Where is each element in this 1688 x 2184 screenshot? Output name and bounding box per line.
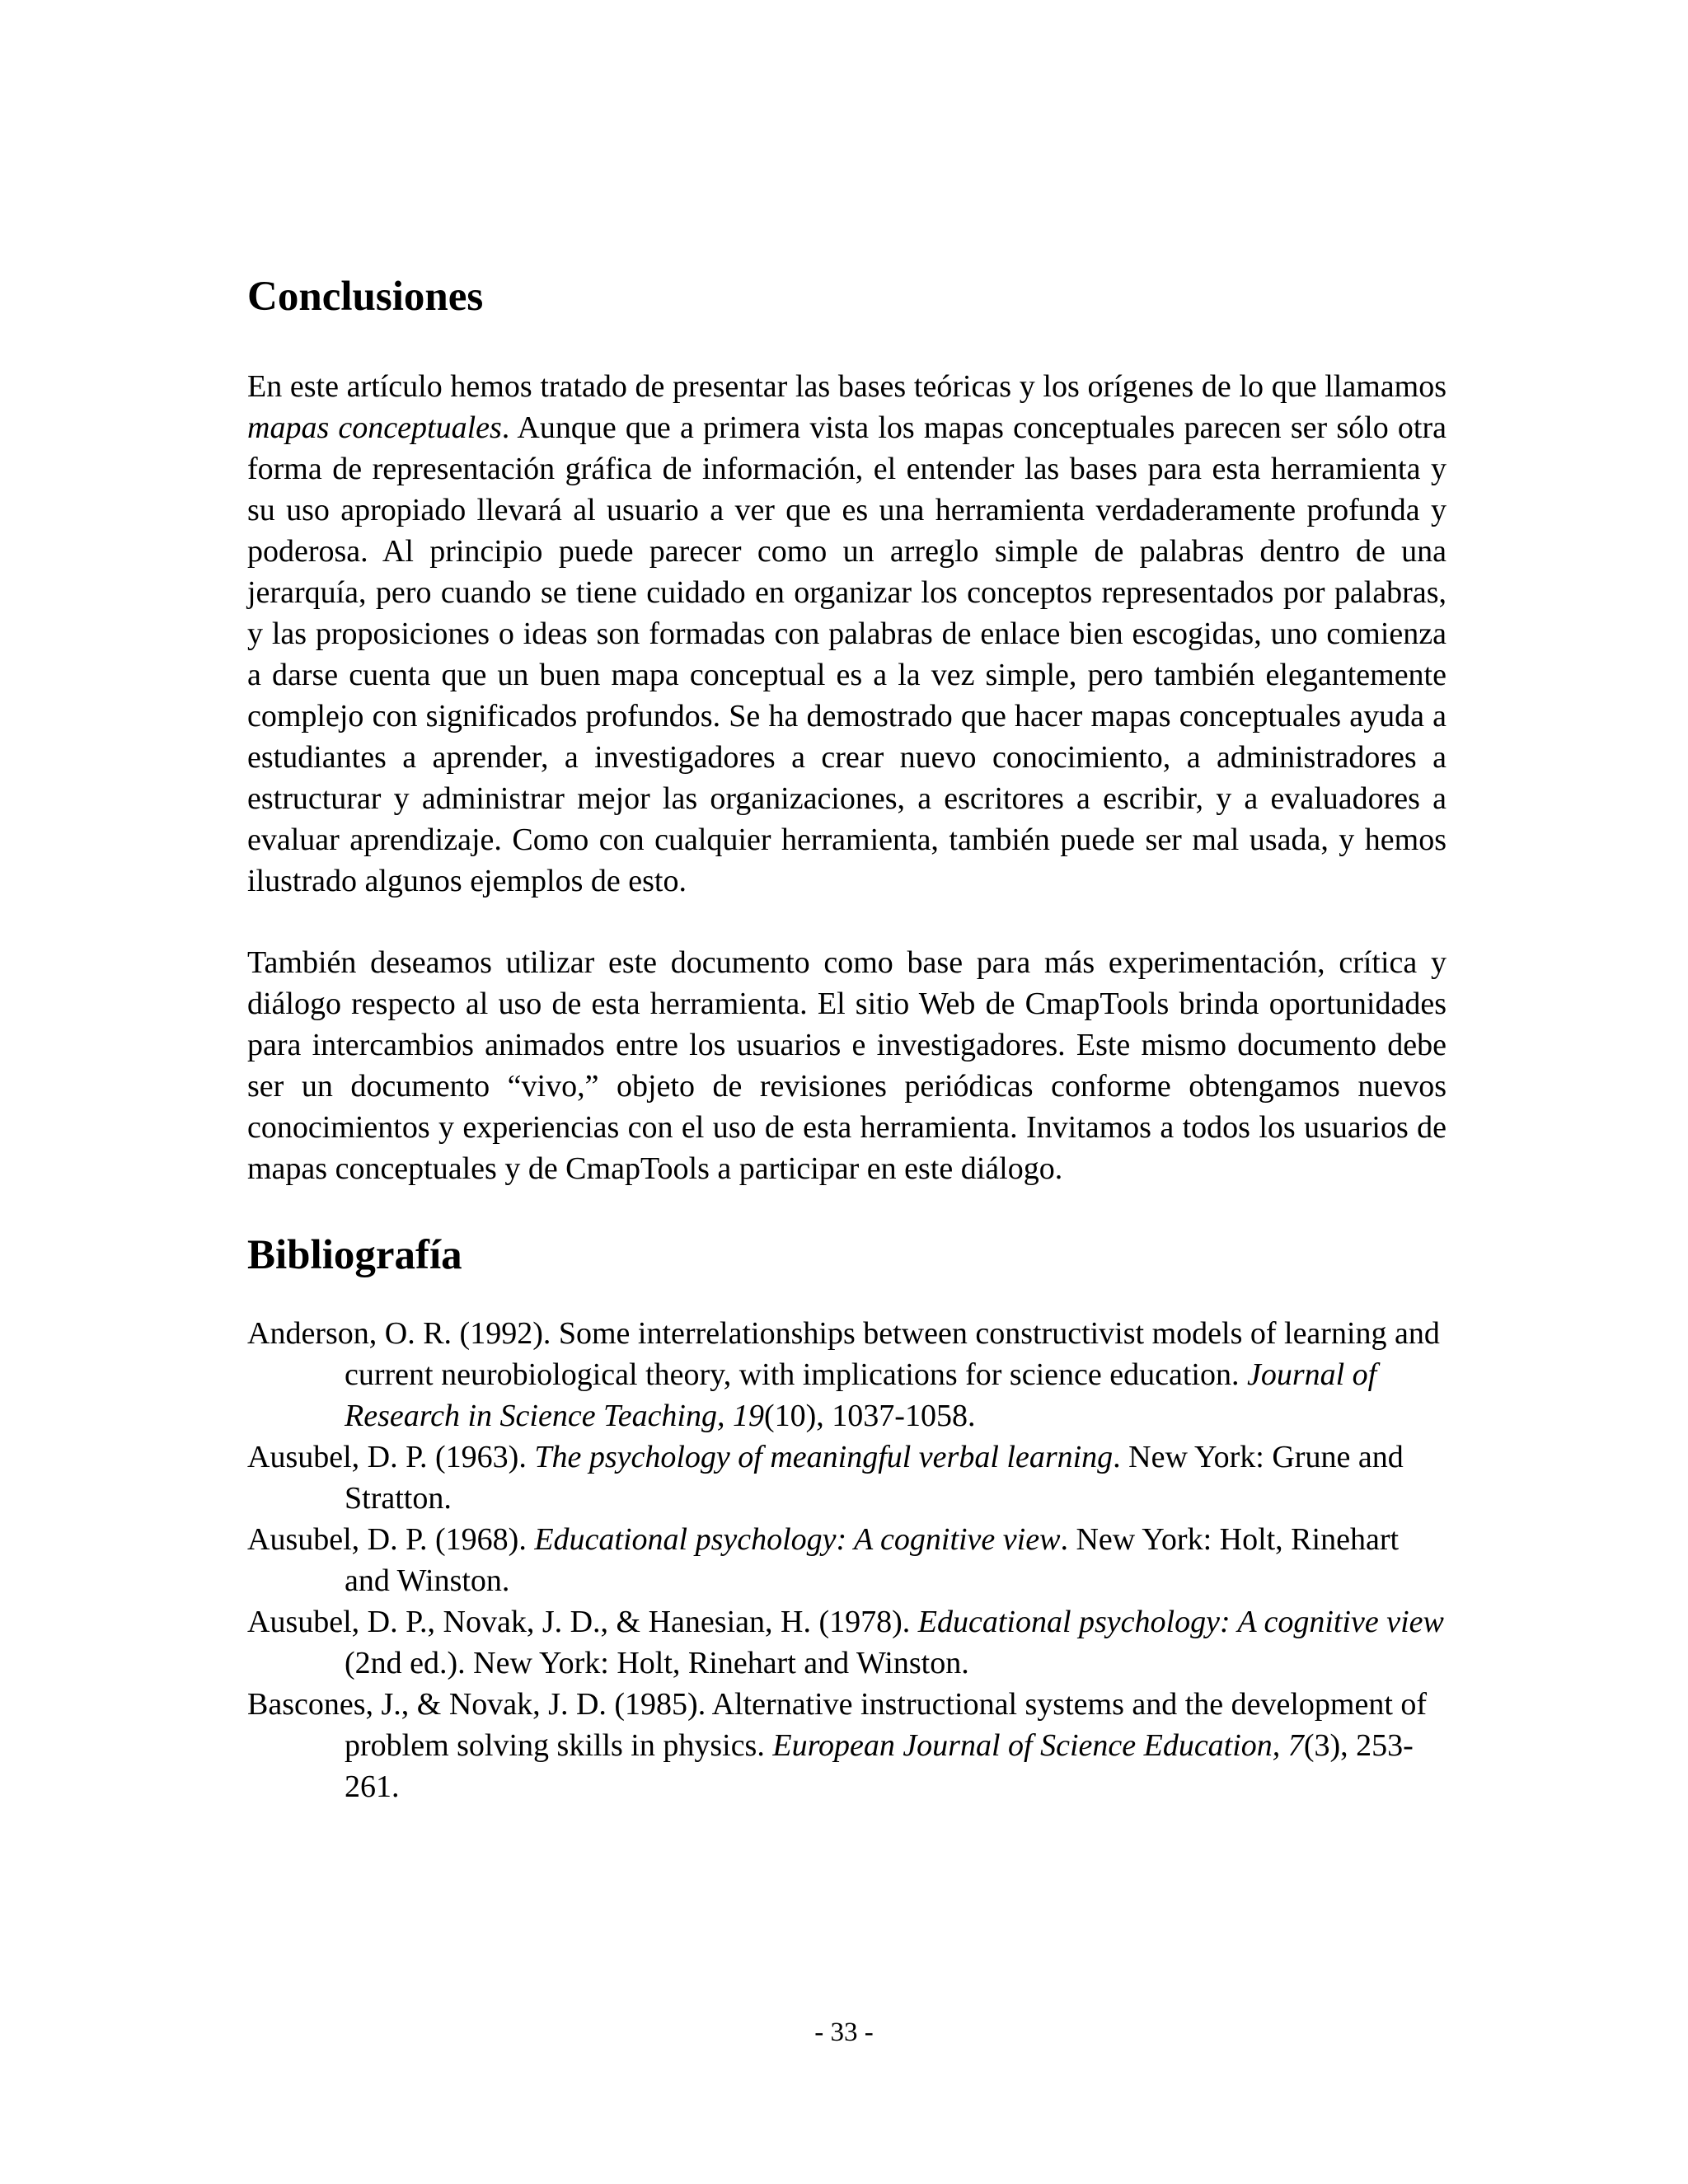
reference-italic-title: Educational psychology: A cognitive view <box>917 1605 1444 1639</box>
page-body <box>247 272 1447 1807</box>
reference-text: (10), 1037-1058. <box>764 1399 976 1433</box>
reference-item <box>247 1601 1447 1684</box>
reference-list <box>247 1313 1447 1807</box>
reference-text: . New York: Grune and Stratton. <box>345 1440 1404 1516</box>
reference-item <box>247 1313 1447 1436</box>
reference-italic-title: Journal of Research in Science Teaching, 19 <box>345 1357 1377 1433</box>
reference-italic-title: Educational psychology: A cognitive view <box>534 1522 1061 1557</box>
reference-text: (3), 253-261. <box>345 1728 1414 1804</box>
reference-item <box>247 1519 1447 1601</box>
reference-item <box>247 1436 1447 1519</box>
paragraph-1-text-end: . Aunque que a primera vista los mapas conceptuales parecen ser sólo otra forma de representación gráfica de información, el entender las bases para esta herramienta y su uso apropiado llevará al usuario a ver que es una herramienta verdaderamente profunda y poderosa. Al principio puede parecer como un arreglo simple de palabras dentro de una jerarquía, pero cuando se tiene cuidado en organizar los conceptos representados por palabras, y las proposiciones o ideas son formadas con palabras de enlace bien escogidas, uno comienza a darse cuenta que un buen mapa conceptual es a la vez simple, pero también elegantemente complejo con significados profundos. Se ha demostrado que hacer mapas conceptuales ayuda a estudiantes a aprender, a investigadores a crear nuevo conocimiento, a administradores a estructurar y administrar mejor las organizaciones, a escritores a escribir, y a evaluadores a evaluar aprendizaje. Como con cualquier herramienta, también puede ser mal usada, y hemos ilustrado algunos ejemplos de esto. <box>247 410 1447 898</box>
reference-item <box>247 1684 1447 1807</box>
reference-text: Ausubel, D. P. (1963). <box>247 1440 535 1474</box>
reference-text: (2nd ed.). New York: Holt, Rinehart and Winston. <box>345 1646 969 1680</box>
paragraph-1-italic-term: mapas conceptuales <box>247 410 502 445</box>
reference-italic-title: The psychology of meaningful verbal learning <box>534 1440 1114 1474</box>
page-number: - 33 - <box>814 2018 874 2047</box>
conclusiones-heading: Conclusiones <box>247 274 484 320</box>
paragraph-1-text-start: En este artículo hemos tratado de presentar las bases teóricas y los orígenes de lo que llamamos <box>247 369 1447 404</box>
reference-text: Anderson, O. R. (1992). Some interrelationships between constructivist models of learning and current neurobiological theory, with implications for science education. <box>247 1316 1440 1392</box>
reference-italic-title: European Journal of Science Education, 7 <box>772 1728 1304 1763</box>
reference-text: . New York: Holt, Rinehart and Winston. <box>345 1522 1400 1598</box>
bibliografia-heading: Bibliografía <box>247 1232 462 1278</box>
reference-text: Ausubel, D. P., Novak, J. D., & Hanesian, H. (1978). <box>247 1605 918 1639</box>
conclusiones-paragraph-2: También deseamos utilizar este documento como base para más experimentación, crítica y diálogo respecto al uso de esta herramienta. El sitio Web de CmapTools brinda oportunidades para intercambios animados entre los usuarios e investigadores. Este mismo documento debe ser un documento “vivo,” objeto de revisiones periódicas conforme obtengamos nuevos conocimientos y experiencias con el uso de esta herramienta. Invitamos a todos los usuarios de mapas conceptuales y de CmapTools a participar en este diálogo. <box>247 945 1447 1186</box>
conclusiones-paragraph-1 <box>247 366 1447 902</box>
reference-text: Bascones, J., & Novak, J. D. (1985). Alternative instructional systems and the development of problem solving skills in physics. <box>247 1687 1428 1763</box>
reference-text: Ausubel, D. P. (1968). <box>247 1522 535 1557</box>
